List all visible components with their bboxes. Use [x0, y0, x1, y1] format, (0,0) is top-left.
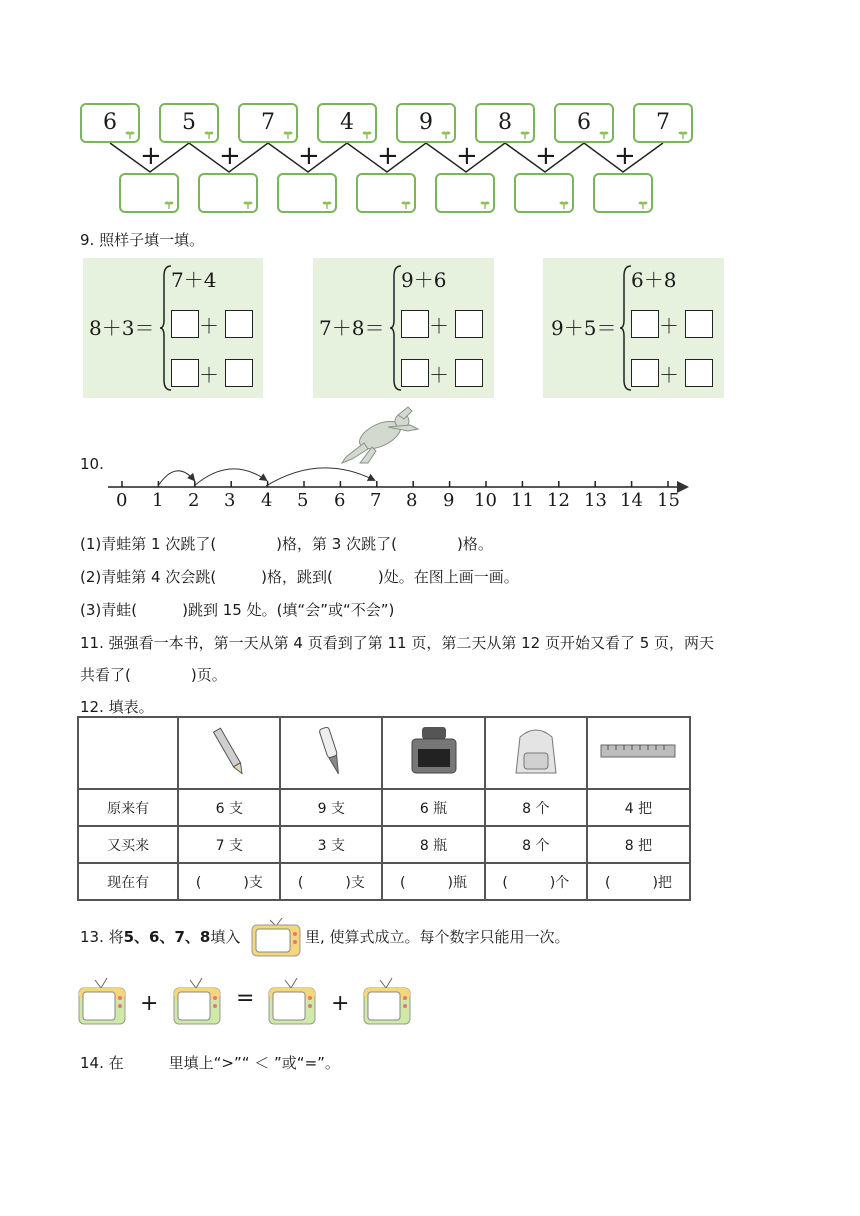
answer-cell[interactable]: ( )瓶 [382, 863, 484, 900]
plus-sign: + [331, 991, 350, 1016]
panel-lhs: 8＋3＝ [89, 316, 155, 340]
blank-square[interactable] [401, 310, 429, 338]
jump-arrow [194, 469, 266, 486]
q9-panel-2 [313, 258, 494, 398]
number-box: 9 [396, 103, 456, 143]
tick-label: 11 [511, 490, 534, 511]
q13-text-b: 填入 [210, 928, 241, 946]
tick-label: 6 [334, 490, 346, 511]
blank-square[interactable] [685, 359, 713, 387]
sprout-icon [441, 129, 451, 139]
table-cell: 8 个 [485, 789, 587, 826]
tv-answer-box[interactable] [362, 976, 412, 1026]
sprout-icon [362, 129, 372, 139]
tick-label: 5 [297, 490, 309, 511]
sprout-icon [678, 129, 688, 139]
q14-text: 14. 在 里填上“>”“ ＜ ”或“=”。 [80, 1054, 340, 1072]
blank-square[interactable] [685, 310, 713, 338]
number-box: 7 [238, 103, 298, 143]
panel-example: 6＋8 [631, 268, 677, 292]
sprout-icon [599, 129, 609, 139]
blank-square[interactable] [455, 359, 483, 387]
sprout-icon [480, 199, 490, 209]
tick-label: 4 [261, 490, 273, 511]
tick-label: 3 [224, 490, 236, 511]
sprout-icon [125, 129, 135, 139]
q13-text-c: 里, 使算式成立。每个数字只能用一次。 [305, 928, 570, 946]
sprout-icon [204, 129, 214, 139]
plus-sign: ＋ [659, 314, 679, 338]
answer-box[interactable] [593, 173, 653, 213]
row-label: 现在有 [78, 863, 178, 900]
blank-square[interactable] [455, 310, 483, 338]
q13-text [80, 926, 240, 947]
tick-label: 1 [152, 490, 164, 511]
q10-line-1: (1)青蛙第 1 次跳了( )格，第 3 次跳了( )格。 [80, 535, 493, 553]
question-10-label: 10. [80, 455, 104, 473]
answer-cell[interactable]: ( )把 [587, 863, 690, 900]
jump-arrow [266, 468, 374, 486]
q11-line-2: 共看了( )页。 [80, 666, 227, 684]
plus-sign: + [535, 141, 557, 171]
answer-box[interactable] [277, 173, 337, 213]
table-cell: 9 支 [280, 789, 382, 826]
plus-sign: + [140, 141, 162, 171]
number-box: 7 [633, 103, 693, 143]
sprout-icon [164, 199, 174, 209]
panel-example: 9＋6 [401, 268, 447, 292]
plus-sign: + [456, 141, 478, 171]
q9-panel-3 [543, 258, 724, 398]
tv-answer-box[interactable] [267, 976, 317, 1026]
fill-table [77, 716, 691, 901]
blank-square[interactable] [225, 359, 253, 387]
table-cell: 6 瓶 [382, 789, 484, 826]
sprout-icon [559, 199, 569, 209]
question-9-title: 9. 照样子填一填。 [80, 231, 205, 249]
number-box: 6 [80, 103, 140, 143]
q13-numbers: 5、6、7、8 [123, 928, 211, 946]
tv-answer-box[interactable] [172, 976, 222, 1026]
blank-square[interactable] [225, 310, 253, 338]
plus-sign: + [219, 141, 241, 171]
tv-answer-box[interactable] [77, 976, 127, 1026]
sprout-icon [243, 199, 253, 209]
number-box: 4 [317, 103, 377, 143]
answer-cell[interactable]: ( )个 [485, 863, 587, 900]
answer-box[interactable] [119, 173, 179, 213]
sprout-icon [401, 199, 411, 209]
plus-sign: ＋ [199, 314, 219, 338]
tick-label: 15 [657, 490, 680, 511]
blank-square[interactable] [171, 310, 199, 338]
panel-lhs: 9＋5＝ [551, 316, 617, 340]
ink-bottle-icon [382, 717, 484, 789]
answer-box[interactable] [198, 173, 258, 213]
answer-box[interactable] [435, 173, 495, 213]
blank-square[interactable] [631, 359, 659, 387]
q10-line-2: (2)青蛙第 4 次会跳( )格，跳到( )处。在图上画一画。 [80, 568, 519, 586]
tick-label: 10 [474, 490, 497, 511]
panel-lhs: 7＋8＝ [319, 316, 385, 340]
plus-sign: ＋ [659, 363, 679, 387]
tick-label: 9 [443, 490, 455, 511]
panel-example: 7＋4 [171, 268, 217, 292]
equals-sign: = [236, 986, 255, 1011]
tick-label: 14 [620, 490, 643, 511]
blank-square[interactable] [401, 359, 429, 387]
blank-square[interactable] [171, 359, 199, 387]
pencil-icon [178, 717, 280, 789]
tick-label: 12 [547, 490, 570, 511]
tick-label: 0 [116, 490, 128, 511]
plus-sign: ＋ [429, 314, 449, 338]
tick-label: 7 [370, 490, 382, 511]
plus-sign: + [377, 141, 399, 171]
jump-arrow [158, 471, 194, 486]
table-corner-cell [78, 717, 178, 789]
backpack-icon [485, 717, 587, 789]
answer-cell[interactable]: ( )支 [280, 863, 382, 900]
answer-cell[interactable]: ( )支 [178, 863, 280, 900]
number-box: 6 [554, 103, 614, 143]
tick-label: 8 [406, 490, 418, 511]
table-cell: 4 把 [587, 789, 690, 826]
number-box: 5 [159, 103, 219, 143]
tick-label: 13 [584, 490, 607, 511]
q10-line-3: (3)青蛙( )跳到 15 处。(填“会”或“不会”) [80, 601, 395, 619]
plus-sign: ＋ [429, 363, 449, 387]
sprout-icon [283, 129, 293, 139]
plus-sign: + [298, 141, 320, 171]
question-12-title: 12. 填表。 [80, 698, 154, 716]
sprout-icon [638, 199, 648, 209]
q9-panel-1 [83, 258, 263, 398]
sprout-icon [322, 199, 332, 209]
row-label: 又买来 [78, 826, 178, 863]
pen-icon [280, 717, 382, 789]
row-label: 原来有 [78, 789, 178, 826]
q13-text-a: 13. 将 [80, 928, 124, 946]
tv-icon [250, 912, 302, 958]
plus-sign: ＋ [199, 363, 219, 387]
tick-label: 2 [188, 490, 200, 511]
ruler-icon [587, 717, 690, 789]
table-cell: 6 支 [178, 789, 280, 826]
table-cell: 3 支 [280, 826, 382, 863]
answer-box[interactable] [356, 173, 416, 213]
table-cell: 8 瓶 [382, 826, 484, 863]
table-cell: 8 把 [587, 826, 690, 863]
plus-sign: + [140, 991, 159, 1016]
table-cell: 8 个 [485, 826, 587, 863]
q11-line-1: 11. 强强看一本书，第一天从第 4 页看到了第 11 页，第二天从第 12 页开始又看了 5 页，两天 [80, 634, 715, 652]
sprout-icon [520, 129, 530, 139]
answer-box[interactable] [514, 173, 574, 213]
table-cell: 7 支 [178, 826, 280, 863]
number-box: 8 [475, 103, 535, 143]
plus-sign: + [614, 141, 636, 171]
blank-square[interactable] [631, 310, 659, 338]
